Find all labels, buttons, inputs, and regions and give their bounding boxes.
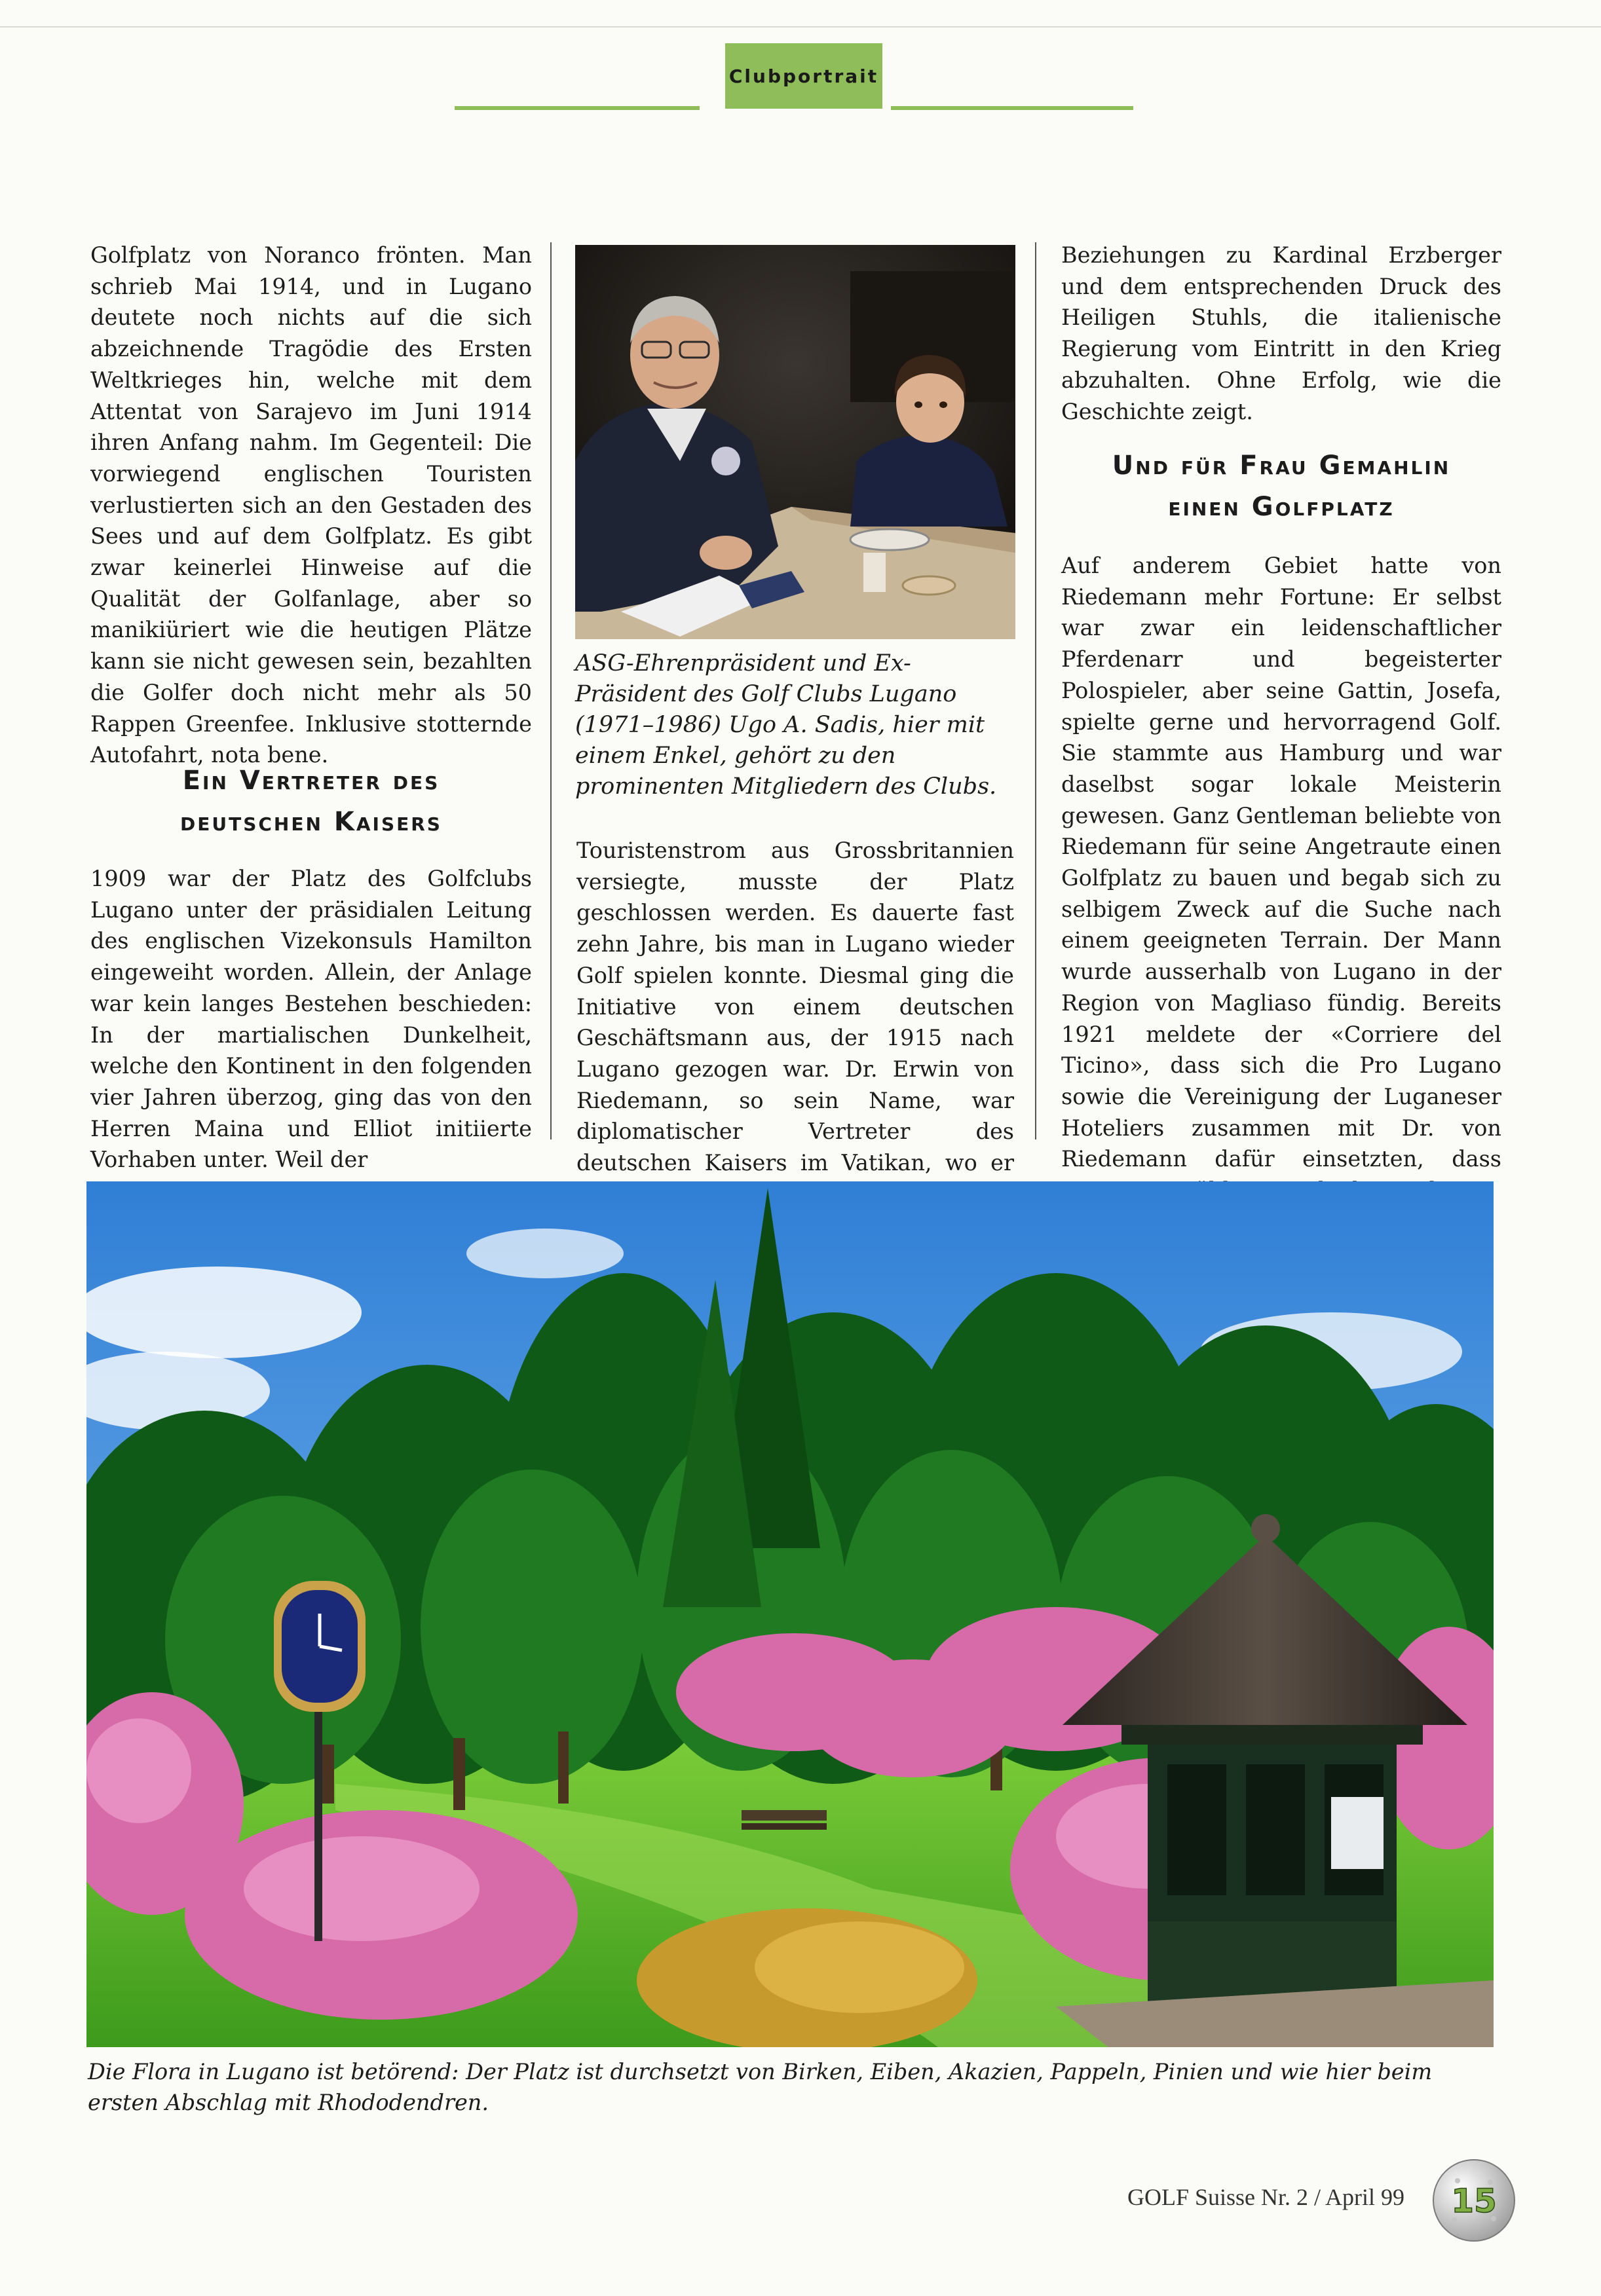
column-1-paragraph-2: 1909 war der Platz des Golfclubs Lugano unter der präsidialen Leitung des englischen Vizekonsuls Hamilton eingeweiht worden. Allein, der Anlage war kein langes Bestehen beschieden: In der martialischen Dunkelheit, welche den Kontinent in den folgenden vier Jahren überzog, ging das von den Herren Maina und Elliot initiierte Vorhaben unter. Weil der [90,866,532,1173]
portrait-caption: ASG-Ehrenpräsident und Ex-Präsident des Golf Clubs Lugano (1971–1986) Ugo A. Sadis, hier mit einem Enkel, gehört zu den prominenten Mitgliedern des Clubs. [575,650,997,800]
column-2 [576,835,1014,1210]
column-rule-1 [550,242,552,1139]
column-3-top [1061,240,1501,427]
page-number-badge [1428,2155,1520,2249]
portrait-illustration [575,245,1015,639]
heading-vertreter [90,760,532,843]
column-1-top [90,240,532,771]
portrait-photo [575,245,1015,639]
section-rule-left [455,106,700,110]
heading-gemahlin-line-1: Und für Frau Gemahlin [1112,451,1451,481]
column-rule-2 [1035,242,1036,1139]
golf-ball-icon [1428,2155,1520,2246]
section-rule-right [891,106,1133,110]
section-label-text: Clubportrait [728,65,879,87]
column-3-paragraph-2: Auf anderem Gebiet hatte von Riedemann mehr Fortune: Er selbst war zwar ein leidenschaftlicher Pferdenarr und begeisterter Polospieler, aber seine Gattin, Josefa, spielte gerne und hervorragend Golf. Sie stammte aus Hamburg und war daselbst sogar lokale Meisterin gewesen. Ganz Gentleman beliebte von Riedemann für seine Angetraute einen Golfplatz zu bauen und begab sich zu selbigem Zweck auf die Suche nach einem geeigneten Terrain. Der Mann wurde ausserhalb von Lugano in der Region von Magliaso fündig. Bereits 1921 meldete der «Corriere del Ticino», dass sich die Pro Lugano sowie die Vereinigung der Luganeser Hoteliers zusammen mit Dr. von Riedemann dafür einsetzten, dass [1061,553,1501,1172]
heading-vertreter-line-1: Ein Vertreter des [182,766,440,796]
column-1-bottom [90,863,532,1176]
column-3-paragraph-1: Beziehungen zu Kardinal Erzberger und dem entsprechenden Druck des Heiligen Stuhls, die italienische Regierung vom Eintritt in den Krieg abzuhalten. Ohne Erfolg, wie die Geschichte zeigt. [1061,242,1501,424]
section-label [725,43,882,109]
garden-caption: Die Flora in Lugano ist betörend: Der Platz ist durchsetzt von Birken, Eiben, Akazien, Pappeln, Pinien und wie hier beim ersten Abschlag mit Rhododendren. [88,2059,1433,2115]
heading-gemahlin-line-2: einen Golfplatz [1168,492,1395,522]
column-2-paragraph-1: Touristenstrom aus Grossbritannien versiegte, musste der Platz geschlossen werden. Es dauerte fast zehn Jahre, bis man in Lugano wieder Golf spielen konnte. Diesmal ging die Initiative von einem deutschen Geschäftsmann aus, der 1915 nach Lugano gezogen war. Dr. Erwin von Riedemann, so sein Name, war diplomatischer Vertreter des deutschen Kaisers im Vatikan, wo er [576,838,1014,1176]
top-trim-line [0,26,1601,28]
heading-gemahlin [1061,445,1501,528]
page-number: 15 [1451,2182,1497,2220]
column-1-paragraph-1: Golfplatz von Noranco frönten. Man schrieb Mai 1914, und in Lugano deutete noch nichts auf die sich abzeichnende Tragödie des Ersten Weltkrieges hin, welche mit dem Attentat von Sarajevo im Juni 1914 ihren Anfang nahm. Im Gegenteil: Die vorwiegend englischen Touristen verlustierten sich an den Gestaden des Sees und auf dem Golfplatz. Es gibt zwar keinerlei Hinweise auf die Qualität der Golfanlage, aber so manikiüriert wie die heutigen Plätze kann sie nicht gewesen sein, bezahlten die Golfer doch nicht mehr als 50 Rappen Greenfee. Inklusive stotternde Autofahrt, nota bene. [90,242,532,768]
garden-illustration [86,1181,1494,2047]
column-3-bottom [1061,550,1501,1206]
heading-vertreter-line-2: deutschen Kaisers [180,807,442,837]
footer-issue: GOLF Suisse Nr. 2 / April 99 [1127,2184,1404,2210]
garden-photo [86,1181,1494,2047]
